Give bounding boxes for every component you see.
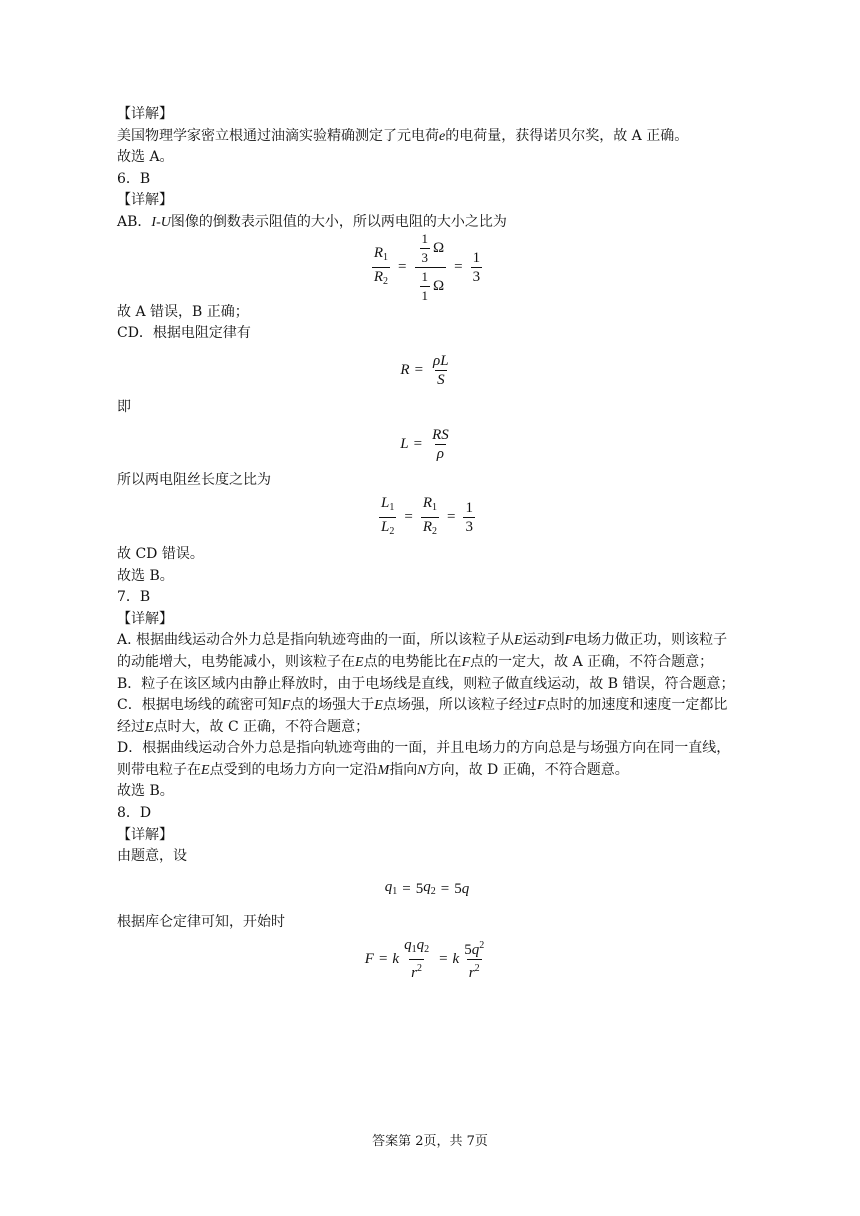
paragraph: 故 A 错误，B 正确； <box>117 303 249 320</box>
answer-content <box>117 104 737 985</box>
question-number: 8．D <box>117 805 152 822</box>
paragraph: 所以两电阻丝长度之比为 <box>117 472 271 489</box>
answer-choice: 故选 A。 <box>117 149 174 166</box>
paragraph: 根据库仑定律可知，开始时 <box>117 913 285 930</box>
equation-coulomb: F = k $\frac{q_1q_2}{r^2}$ = k $\frac{5q^2}{r^2}$ <box>364 937 485 982</box>
paragraph: 由题意，设 <box>117 848 187 865</box>
question-number: 7．B <box>117 589 151 606</box>
paragraph-option-d: D．根据曲线运动合外力总是指向轨迹弯曲的一面，并且电场力的方向总是与场强方向在同一直线，则带电粒子在E点受到的电场力方向一定沿M指向N方向，故 D 正确，不符合题意。 <box>117 740 731 778</box>
paragraph: 故 CD 错误。 <box>117 545 204 562</box>
paragraph-option-c: C．根据电场线的疏密可知F点的场强大于E点场强，所以该粒子经过F点时的加速度和速度一定都比经过E点时大，故 C 正确，不符合题意； <box>117 697 728 735</box>
paragraph: AB．I-U图像的倒数表示阻值的大小，所以两电阻的大小之比为 <box>117 213 507 230</box>
answer-choice: 故选 B。 <box>117 567 174 584</box>
section-heading: 【详解】 <box>117 106 173 122</box>
paragraph: CD．根据电阻定律有 <box>117 325 251 342</box>
equation-length-ratio: $\frac{L_1}{L_2}$ = $\frac{R_1}{R_2}$ = $\frac{1}{3}$ <box>117 492 737 544</box>
paragraph-option-b: B．粒子在该区域内由静止释放时，由于电场线是直线，则粒子做直线运动，故 B 错误，符合题意； <box>117 675 735 692</box>
equation-resistance-ratio: $\frac{R_1}{R_2}$ = $\frac{1}{3}$ Ω $\frac{1}{1}$ Ω = $\frac{1}{3}$ <box>373 231 481 304</box>
paragraph: 即 <box>117 398 131 415</box>
question-number: 6．B <box>117 170 151 187</box>
page-footer: 答案第 2页，共 7页 <box>372 1134 488 1149</box>
paragraph-option-a: A. 根据曲线运动合外力总是指向轨迹弯曲的一面，所以该粒子从E运动到F电场力做正功，则该粒子的动能增大，电势能减小，则该粒子在E点的电势能比在F点的一定大，故 A 正确，不符合题意； <box>117 632 728 670</box>
equation-charge: $q_1$ = 5 $q_2$ = 5 q <box>384 879 470 898</box>
equation-resistance-law: R = $\frac{\rho L}{S}$ <box>400 353 449 389</box>
section-heading: 【详解】 <box>117 192 173 209</box>
answer-choice: 故选 B。 <box>117 783 174 800</box>
equation-length: L = $\frac{RS}{\rho}$ <box>400 426 449 462</box>
paragraph: 美国物理学家密立根通过油滴实验精确测定了元电荷e的电荷量，获得诺贝尔奖，故 A 正确。 <box>117 127 689 144</box>
section-heading: 【详解】 <box>117 826 173 843</box>
section-heading: 【详解】 <box>117 610 173 627</box>
